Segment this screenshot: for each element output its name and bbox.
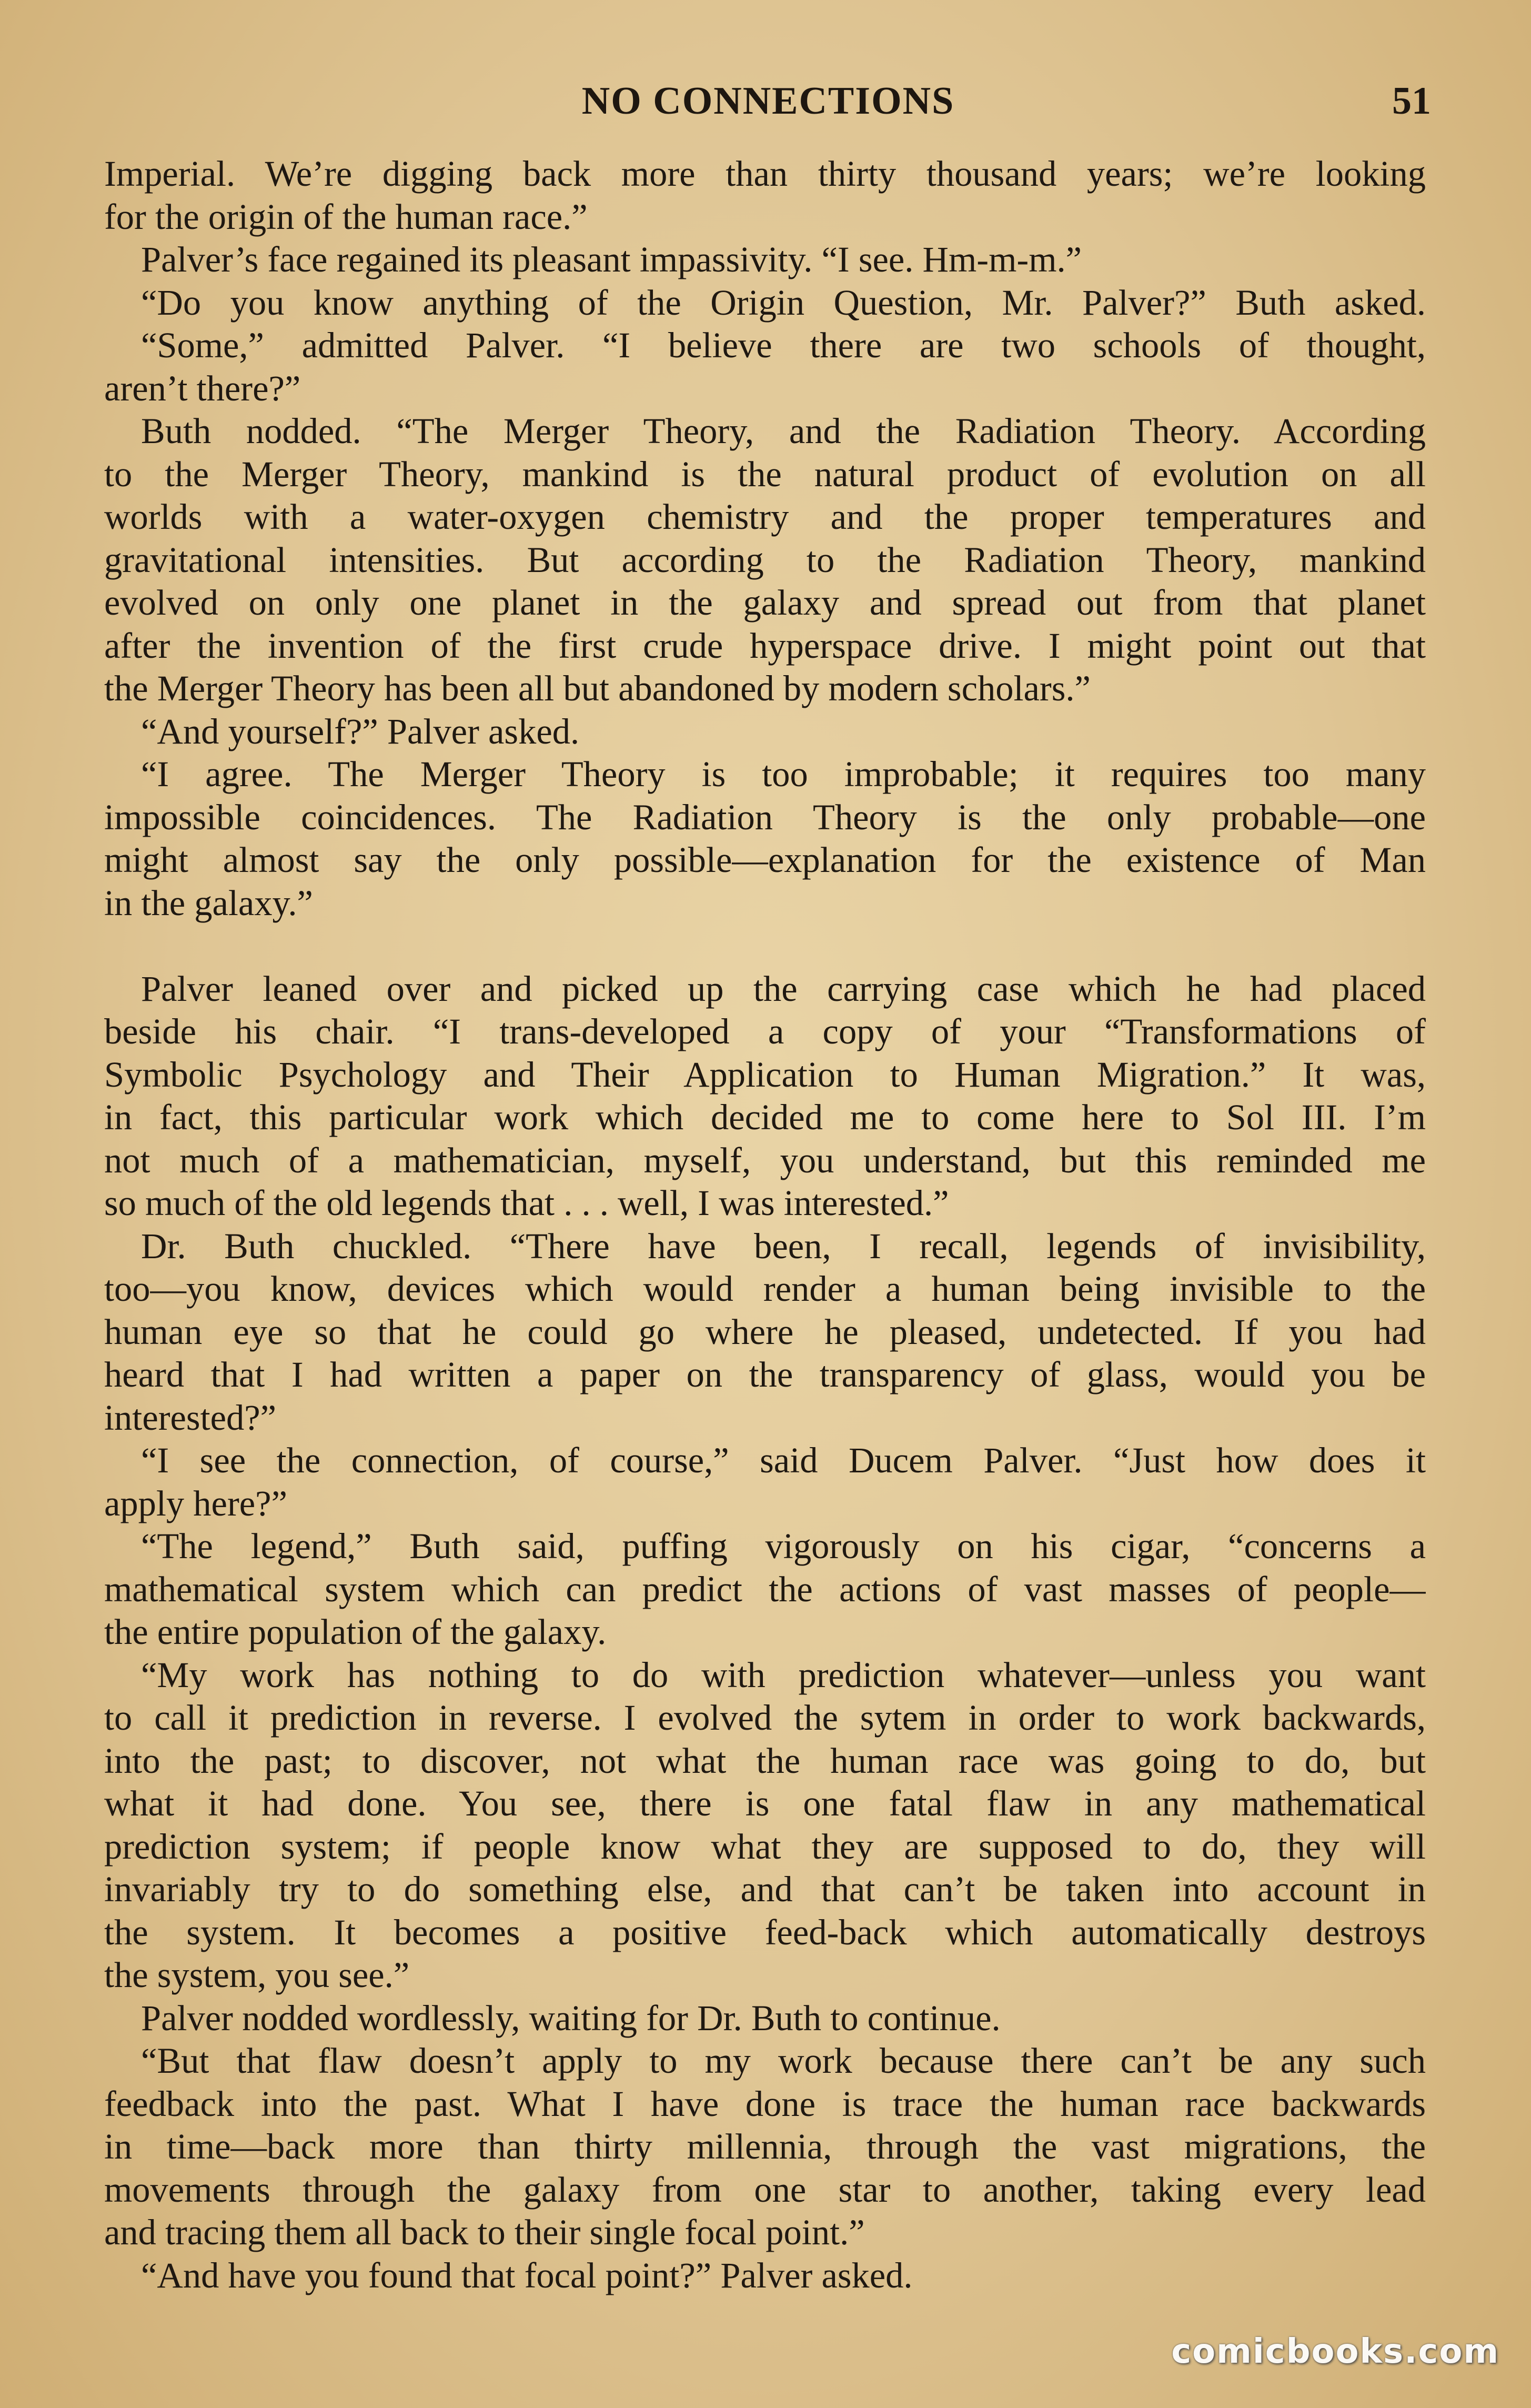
text-line: so much of the old legends that . . . well, I was interested.”: [104, 1183, 949, 1223]
text-line: apply here?”: [104, 1483, 287, 1523]
text-line: too—you know, devices which would render a human being invisible to the: [104, 1269, 1426, 1309]
text-line: what it had done. You see, there is one fatal flaw in any mathematical: [104, 1783, 1426, 1823]
text-line: evolved on only one planet in the galaxy and spread out from that planet: [104, 583, 1426, 623]
text-line: feedback into the past. What I have done is trace the human race backwards: [104, 2083, 1426, 2124]
text-line: “But that flaw doesn’t apply to my work because there can’t be any such: [141, 2041, 1426, 2081]
running-title: NO CONNECTIONS: [581, 79, 955, 123]
text-line: Buth nodded. “The Merger Theory, and the Radiation Theory. According: [141, 411, 1426, 451]
text-line: the system, you see.”: [104, 1955, 410, 1995]
text-line: for the origin of the human race.”: [104, 196, 588, 237]
text-line: Imperial. We’re digging back more than thirty thousand years; we’re looking: [104, 154, 1426, 194]
page-header: [105, 79, 1431, 137]
text-line: into the past; to discover, not what the human race was going to do, but: [104, 1740, 1426, 1781]
text-line: mathematical system which can predict the actions of vast masses of people—: [104, 1569, 1426, 1609]
watermark: comicbooks.com: [1171, 2332, 1499, 2371]
body-text: [104, 153, 1426, 2297]
blank-line: [104, 925, 1426, 968]
text-line: the system. It becomes a positive feed-back which automatically destroys: [104, 1912, 1426, 1952]
text-line: prediction system; if people know what they are supposed to do, they will: [104, 1826, 1426, 1867]
text-line: to the Merger Theory, mankind is the natural product of evolution on all: [104, 454, 1426, 494]
text-line: aren’t there?”: [104, 368, 301, 408]
text-line: “Some,” admitted Palver. “I believe there are two schools of thought,: [141, 325, 1426, 365]
text-line: Palver leaned over and picked up the carrying case which he had placed: [141, 968, 1426, 1009]
text-line: “I agree. The Merger Theory is too improbable; it requires too many: [141, 754, 1426, 794]
text-line: to call it prediction in reverse. I evolved the sytem in order to work backwards,: [104, 1698, 1426, 1738]
text-line: worlds with a water-oxygen chemistry and the proper temperatures and: [104, 497, 1426, 537]
text-line: the Merger Theory has been all but abandoned by modern scholars.”: [104, 668, 1091, 708]
text-line: and tracing them all back to their single focal point.”: [104, 2212, 865, 2252]
text-line: “And yourself?” Palver asked.: [141, 711, 580, 751]
text-line: Dr. Buth chuckled. “There have been, I recall, legends of invisibility,: [141, 1226, 1426, 1266]
text-line: Palver nodded wordlessly, waiting for Dr. Buth to continue.: [141, 1998, 1001, 2038]
text-line: “The legend,” Buth said, puffing vigorously on his cigar, “concerns a: [141, 1526, 1426, 1566]
text-line: invariably try to do something else, and that can’t be taken into account in: [104, 1869, 1426, 1909]
text-line: in time—back more than thirty millennia, through the vast migrations, the: [104, 2126, 1426, 2166]
text-line: “And have you found that focal point?” Palver asked.: [141, 2255, 913, 2295]
text-line: Symbolic Psychology and Their Application to Human Migration.” It was,: [104, 1054, 1426, 1095]
page-number: 51: [1392, 79, 1431, 123]
text-line: “I see the connection, of course,” said Ducem Palver. “Just how does it: [141, 1440, 1426, 1480]
text-line: after the invention of the first crude hyperspace drive. I might point out that: [104, 625, 1426, 666]
text-line: the entire population of the galaxy.: [104, 1612, 607, 1652]
text-line: might almost say the only possible—explanation for the existence of Man: [104, 840, 1426, 880]
text-line: “Do you know anything of the Origin Question, Mr. Palver?” Buth asked.: [141, 282, 1426, 323]
text-line: “My work has nothing to do with prediction whatever—unless you want: [141, 1654, 1426, 1695]
text-line: gravitational intensities. But according to the Radiation Theory, mankind: [104, 539, 1426, 580]
text-line: movements through the galaxy from one star to another, taking every lead: [104, 2169, 1426, 2210]
text-line: beside his chair. “I trans-developed a copy of your “Transformations of: [104, 1011, 1426, 1051]
text-line: in the galaxy.”: [104, 882, 313, 923]
text-line: impossible coincidences. The Radiation Theory is the only probable—one: [104, 797, 1426, 837]
text-line: heard that I had written a paper on the transparency of glass, would you be: [104, 1354, 1426, 1394]
text-line: Palver’s face regained its pleasant impassivity. “I see. Hm-m-m.”: [141, 239, 1082, 279]
text-line: not much of a mathematician, myself, you understand, but this reminded me: [104, 1140, 1426, 1180]
text-line: in fact, this particular work which decided me to come here to Sol III. I’m: [104, 1097, 1426, 1137]
text-line: interested?”: [104, 1397, 277, 1438]
text-line: human eye so that he could go where he pleased, undetected. If you had: [104, 1311, 1426, 1352]
